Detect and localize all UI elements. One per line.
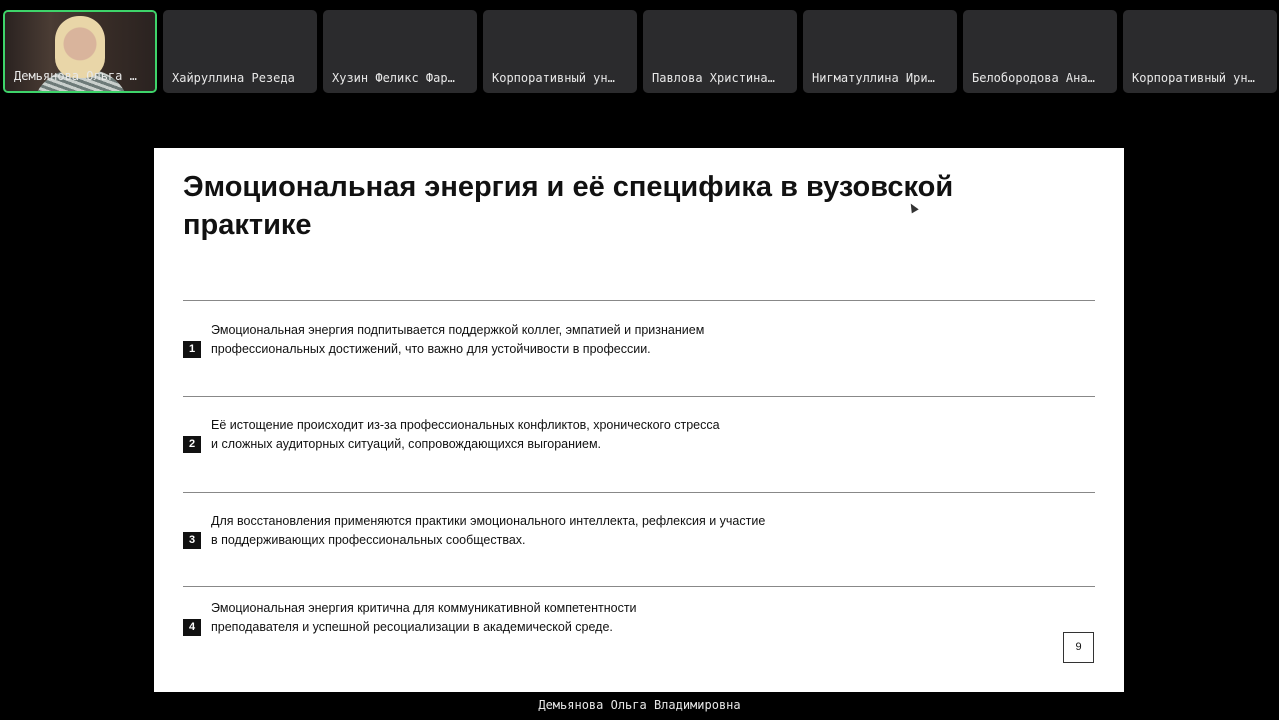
item-number-badge: 3: [183, 532, 201, 549]
participant-tile[interactable]: [963, 10, 1117, 93]
item-text: Её истощение происходит из-за профессиональных конфликтов, хронического стресса и сложных аудиторных ситуаций, сопровождающихся выгоранием.: [211, 418, 720, 451]
item-number-badge: 4: [183, 619, 201, 636]
slide-title: Эмоциональная энергия и её специфика в вузовской практике: [183, 171, 954, 241]
participant-name: Корпоративный ун…: [1132, 71, 1255, 85]
item-text: Для восстановления применяются практики эмоционального интеллекта, рефлексия и участие в поддерживающих профессиональных сообществах.: [211, 514, 766, 547]
presenter-caption: Демьянова Ольга Владимировна: [538, 698, 741, 712]
participant-name: Хайруллина Резеда: [172, 71, 295, 85]
participant-tile[interactable]: [1123, 10, 1277, 93]
item-number-badge: 2: [183, 436, 201, 453]
participant-tile[interactable]: [803, 10, 957, 93]
participant-tile-active-speaker[interactable]: [3, 10, 157, 93]
participant-name: Павлова Христина…: [652, 71, 775, 85]
item-text: Эмоциональная энергия подпитывается поддержкой коллег, эмпатией и признанием профессиональных достижений, что важно для устойчивости в профессии.: [211, 323, 705, 356]
participant-name: Нигматуллина Ири…: [812, 71, 935, 85]
page-number: 9: [1063, 632, 1094, 663]
participant-name: Хузин Феликс Фар…: [332, 71, 455, 85]
participant-name: Белобородова Ана…: [972, 71, 1095, 85]
participant-tile[interactable]: [163, 10, 317, 93]
divider: [183, 300, 1095, 301]
participant-name: Демьянова Ольга …: [14, 69, 137, 83]
divider: [183, 396, 1095, 397]
divider: [183, 586, 1095, 587]
participant-tile[interactable]: [643, 10, 797, 93]
divider: [183, 492, 1095, 493]
shared-slide: [154, 148, 1124, 692]
item-number-badge: 1: [183, 341, 201, 358]
participant-tile[interactable]: [483, 10, 637, 93]
participant-tile[interactable]: [323, 10, 477, 93]
item-text: Эмоциональная энергия критична для коммуникативной компетентности преподавателя и успешной ресоциализации в академической среде.: [211, 601, 637, 634]
participant-name: Корпоративный ун…: [492, 71, 615, 85]
